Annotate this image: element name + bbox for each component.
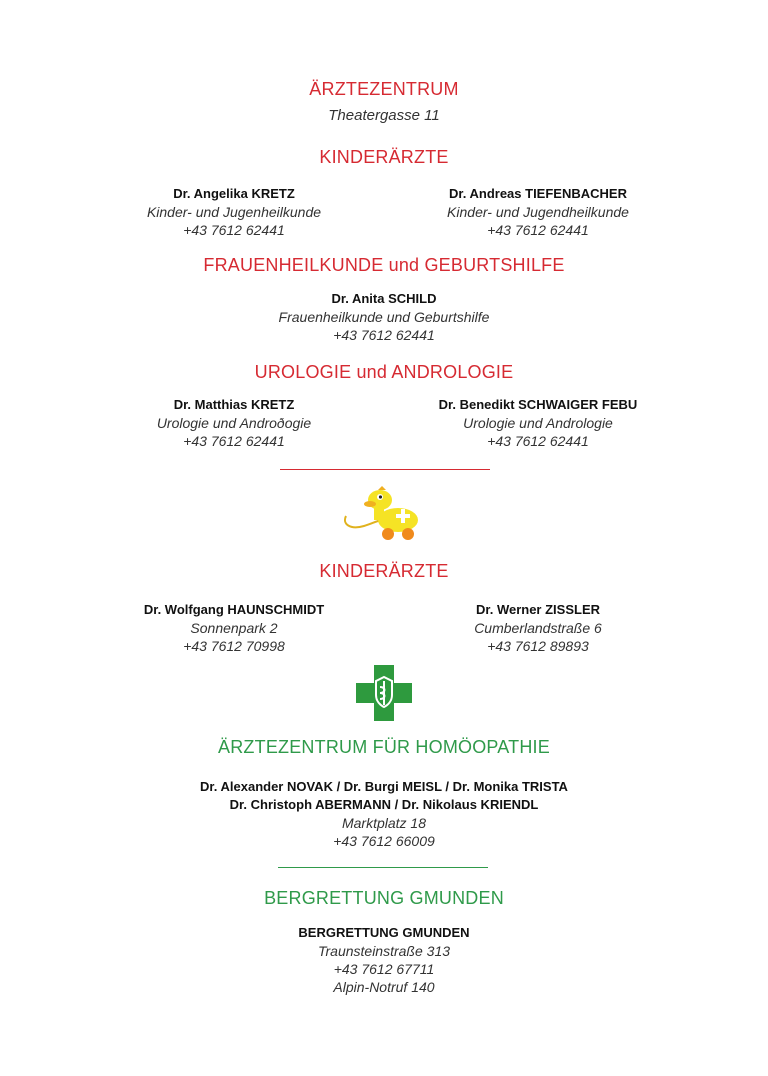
section-title-bergrettung: BERGRETTUNG GMUNDEN <box>264 888 504 908</box>
doctor-name: Dr. Matthias KRETZ <box>173 397 295 412</box>
doctor-name: Dr. Wolfgang HAUNSCHMIDT <box>143 602 325 617</box>
doctor-name: Dr. Werner ZISSLER <box>475 602 600 617</box>
doctor-card <box>0 290 768 344</box>
section-title-frauenheilkunde: FRAUENHEILKUNDE und GEBURTSHILFE <box>203 255 565 275</box>
bergrettung-block <box>0 924 768 996</box>
toy-duck-icon <box>340 486 424 544</box>
doctor-specialty: Urologie und Andrologie <box>463 415 613 431</box>
doctor-phone: +43 7612 89893 <box>487 638 589 654</box>
section-title-kinderaerzte: KINDERÄRZTE <box>319 147 449 167</box>
section-title-aerztezentrum: ÄRZTEZENTRUM <box>309 79 459 99</box>
doctor-phone: +43 7612 62441 <box>487 433 589 449</box>
doctor-phone: +43 7612 62441 <box>487 222 589 238</box>
doctor-address: Sonnenpark 2 <box>190 620 278 636</box>
organization-name: BERGRETTUNG GMUNDEN <box>298 925 470 940</box>
section-title-kinderaerzte: KINDERÄRZTE <box>319 561 449 581</box>
doctor-specialty: Urologie und Androðogie <box>156 415 312 431</box>
doctor-names-line: Dr. Alexander NOVAK / Dr. Burgi MEISL / Dr. Monika TRISTA <box>200 779 568 794</box>
homoeopathie-block <box>0 778 768 850</box>
doctor-specialty: Frauenheilkunde und Geburtshilfe <box>278 309 490 325</box>
doctor-names-line: Dr. Christoph ABERMANN / Dr. Nikolaus KRIENDL <box>229 797 539 812</box>
doctor-name: Dr. Angelika KRETZ <box>173 186 295 201</box>
divider <box>278 867 488 868</box>
bergrettung-emergency: Alpin-Notruf 140 <box>333 979 435 995</box>
doctor-specialty: Kinder- und Jugenheilkunde <box>146 204 322 220</box>
doctor-name: Dr. Andreas TIEFENBACHER <box>449 186 627 201</box>
doctor-phone: +43 7612 62441 <box>183 433 285 449</box>
doctor-name: Dr. Benedikt SCHWAIGER FEBU <box>438 397 638 412</box>
doctor-card <box>84 601 384 655</box>
doctor-card <box>84 396 384 450</box>
bergrettung-address: Traunsteinstraße 313 <box>317 943 451 959</box>
doctor-card <box>84 185 384 239</box>
doctor-name: Dr. Anita SCHILD <box>331 291 437 306</box>
doctor-phone: +43 7612 62441 <box>333 327 435 343</box>
homoeopathie-address: Marktplatz 18 <box>341 815 427 831</box>
doctor-address: Cumberlandstraße 6 <box>474 620 602 636</box>
doctor-card <box>388 396 688 450</box>
doctor-phone: +43 7612 70998 <box>183 638 285 654</box>
pharmacy-cross-icon <box>356 665 412 721</box>
bergrettung-phone: +43 7612 67711 <box>333 961 435 977</box>
doctor-card <box>388 185 688 239</box>
homoeopathie-phone: +43 7612 66009 <box>333 833 435 849</box>
section-title-urologie: UROLOGIE und ANDROLOGIE <box>254 362 514 382</box>
doctor-phone: +43 7612 62441 <box>183 222 285 238</box>
doctor-card <box>388 601 688 655</box>
doctor-specialty: Kinder- und Jugendheilkunde <box>447 204 629 220</box>
section-title-homoeopathie: ÄRZTEZENTRUM FÜR HOMÖOPATHIE <box>218 737 550 757</box>
divider <box>280 469 490 470</box>
aerztezentrum-address: Theatergasse 11 <box>328 107 440 124</box>
